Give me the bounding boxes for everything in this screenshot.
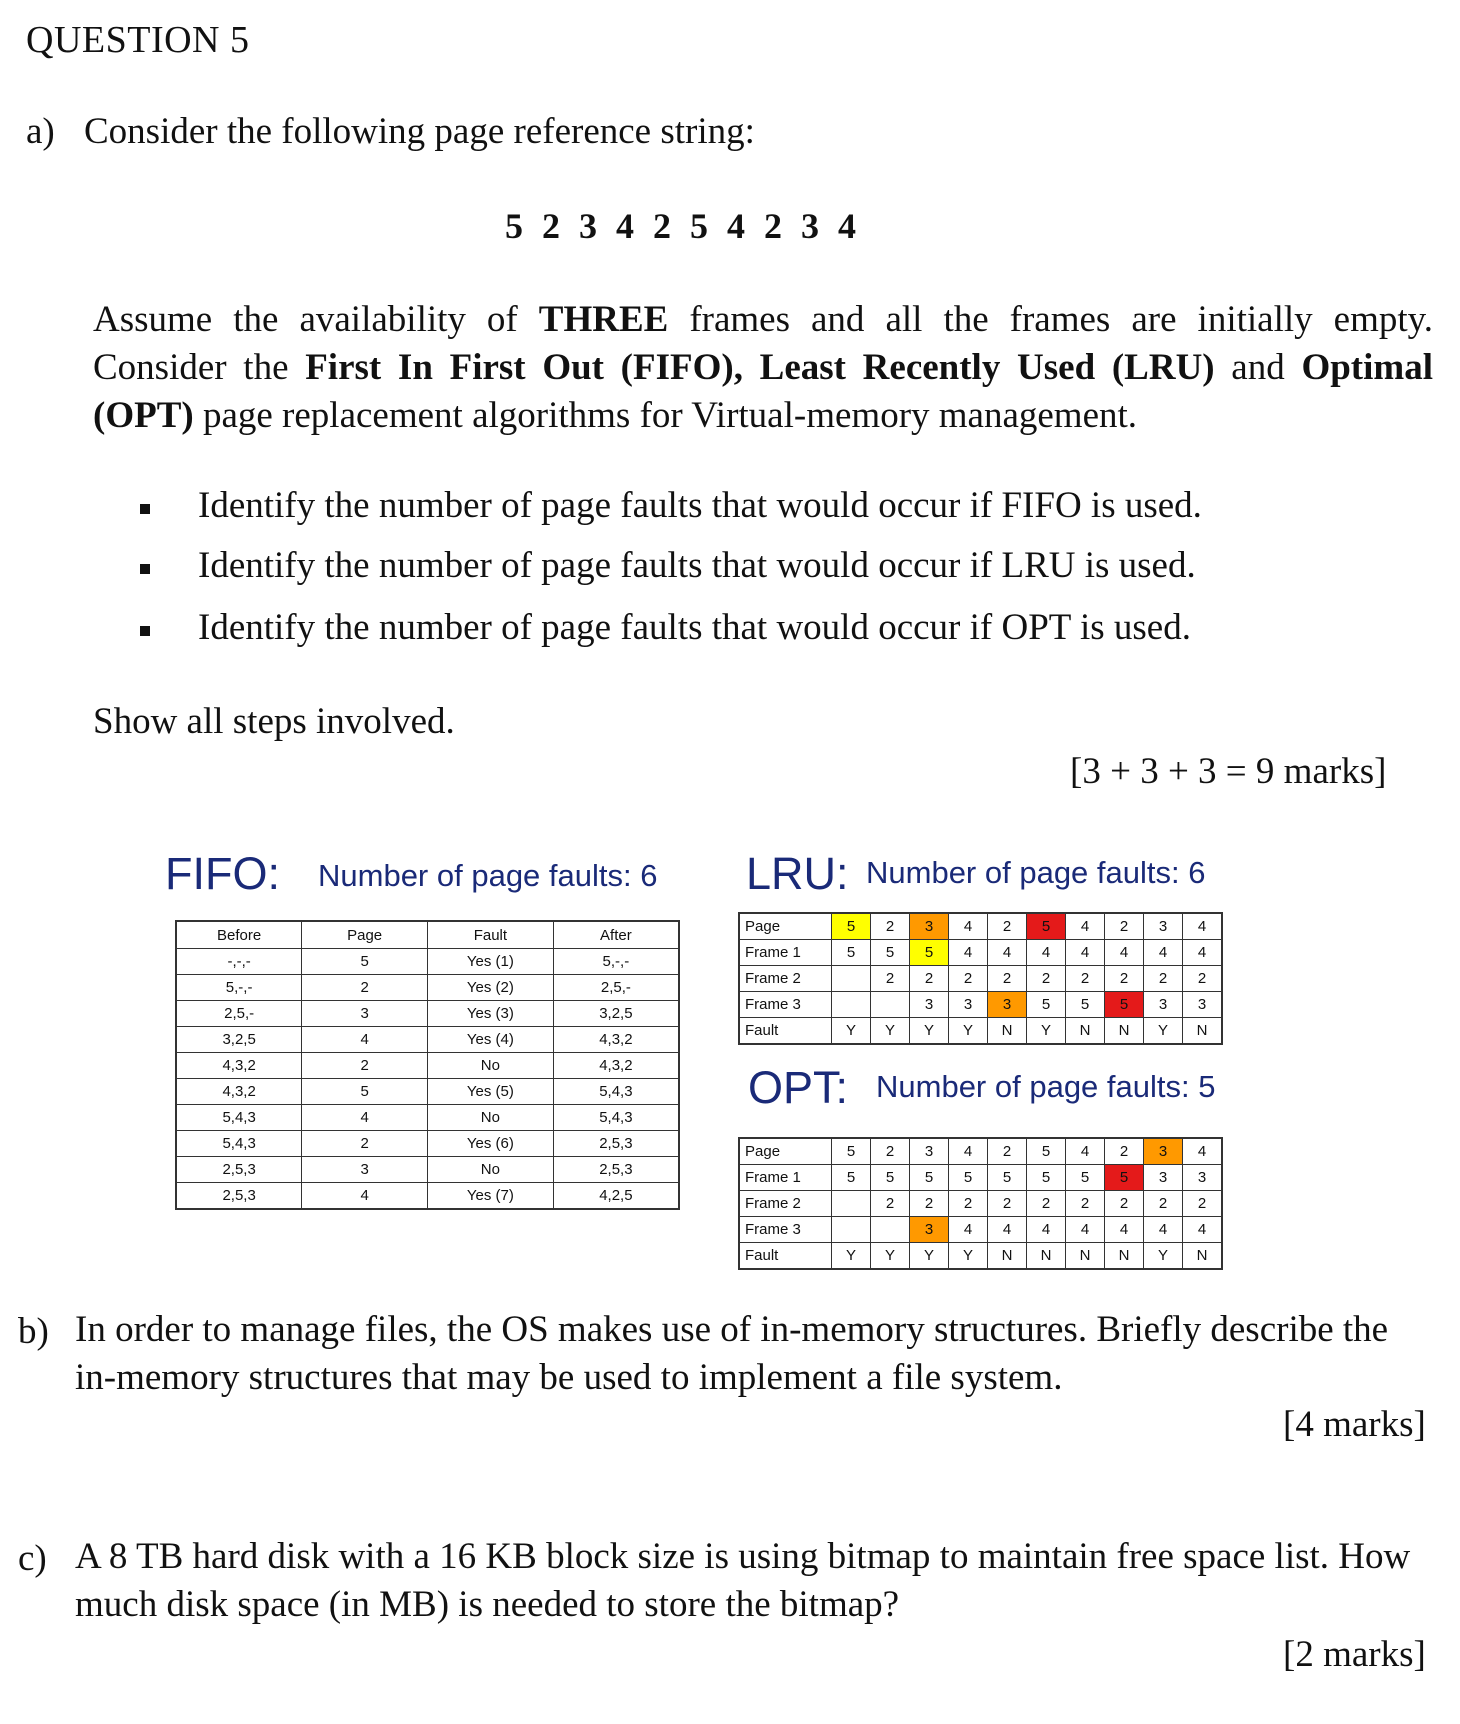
fifo-title: FIFO:: [165, 848, 280, 899]
table-cell: 5,4,3: [176, 1105, 302, 1131]
opt-table: [738, 1137, 1223, 1270]
table-row: [176, 1079, 679, 1105]
table-cell: 3: [302, 1001, 428, 1027]
table-cell: N: [1183, 1018, 1223, 1045]
table-cell: 2: [988, 913, 1027, 940]
row-label: Frame 2: [739, 966, 832, 992]
table-cell: 5: [871, 1165, 910, 1191]
table-cell: 5,4,3: [553, 1105, 679, 1131]
table-row: [176, 1131, 679, 1157]
table-cell: 4: [1027, 940, 1066, 966]
table-cell: Y: [1027, 1018, 1066, 1045]
table-cell: 5: [1027, 992, 1066, 1018]
table-cell: [871, 1217, 910, 1243]
table-cell: 2,5,3: [176, 1183, 302, 1210]
table-row: [176, 1105, 679, 1131]
table-cell: Yes (4): [428, 1027, 554, 1053]
table-row: [739, 940, 1222, 966]
row-label: Fault: [739, 1243, 832, 1270]
table-row: [739, 1243, 1222, 1270]
table-cell: 4: [1066, 940, 1105, 966]
table-cell: 5: [1105, 992, 1144, 1018]
row-label: Page: [739, 1138, 832, 1165]
table-cell: 4: [302, 1105, 428, 1131]
table-cell: 4: [949, 1217, 988, 1243]
table-cell: 2,5,-: [176, 1001, 302, 1027]
paragraph-text: frames and all the frames are initially empty. Consider the: [93, 299, 1433, 388]
table-cell: 3,2,5: [176, 1027, 302, 1053]
table-cell: Y: [832, 1243, 871, 1270]
table-cell: Y: [949, 1018, 988, 1045]
table-row: [739, 1191, 1222, 1217]
table-cell: 5: [1027, 1138, 1066, 1165]
table-cell: 2: [910, 966, 949, 992]
table-cell: 4: [949, 913, 988, 940]
table-cell: 4: [949, 940, 988, 966]
table-cell: 2: [871, 913, 910, 940]
table-cell: 2: [988, 1138, 1027, 1165]
table-cell: 3: [910, 992, 949, 1018]
table-cell: N: [988, 1018, 1027, 1045]
table-cell: 5: [1066, 992, 1105, 1018]
paragraph-text: Assume the availability of: [93, 299, 539, 340]
table-cell: Y: [832, 1018, 871, 1045]
table-cell: 4,3,2: [553, 1053, 679, 1079]
table-cell: Y: [949, 1243, 988, 1270]
opt-subtitle: Number of page faults: 5: [876, 1069, 1216, 1104]
table-cell: 5: [1027, 1165, 1066, 1191]
table-cell: 2,5,3: [553, 1157, 679, 1183]
table-cell: 4,3,2: [176, 1053, 302, 1079]
row-label: Frame 1: [739, 1165, 832, 1191]
table-row: [739, 1217, 1222, 1243]
table-cell: 2: [1066, 966, 1105, 992]
table-cell: 2: [949, 966, 988, 992]
table-cell: Y: [871, 1018, 910, 1045]
table-cell: Yes (6): [428, 1131, 554, 1157]
marks-c: [2 marks]: [1283, 1634, 1426, 1675]
table-cell: 2,5,3: [176, 1157, 302, 1183]
table-cell: 2: [1105, 913, 1144, 940]
table-cell: 3: [910, 1138, 949, 1165]
table-cell: No: [428, 1053, 554, 1079]
marks-b: [4 marks]: [1283, 1404, 1426, 1445]
table-cell: 4,3,2: [553, 1027, 679, 1053]
table-cell: [832, 1217, 871, 1243]
part-c-label: c): [18, 1538, 47, 1579]
table-row: [739, 1018, 1222, 1045]
row-label: Frame 3: [739, 1217, 832, 1243]
table-cell: -,-,-: [176, 949, 302, 975]
table-cell: 4: [1105, 940, 1144, 966]
table-cell: Yes (1): [428, 949, 554, 975]
row-label: Frame 2: [739, 1191, 832, 1217]
table-cell: 2: [302, 1053, 428, 1079]
table-cell: 4: [1183, 1217, 1223, 1243]
fifo-subtitle-text: Number of page faults: 6: [318, 858, 658, 893]
table-cell: 3: [949, 992, 988, 1018]
table-cell: 5: [910, 940, 949, 966]
table-cell: 5: [832, 1138, 871, 1165]
table-cell: 5: [832, 1165, 871, 1191]
table-cell: 2: [910, 1191, 949, 1217]
fifo-table: [175, 920, 680, 1210]
table-cell: 4: [988, 940, 1027, 966]
table-cell: 4: [1066, 1217, 1105, 1243]
show-steps-text: Show all steps involved.: [93, 701, 455, 742]
table-cell: 3,2,5: [553, 1001, 679, 1027]
table-cell: 5: [302, 1079, 428, 1105]
table-cell: No: [428, 1157, 554, 1183]
part-a-paragraph: [93, 296, 1433, 440]
table-cell: 2: [871, 966, 910, 992]
table-cell: 4: [988, 1217, 1027, 1243]
table-cell: 2,5,-: [553, 975, 679, 1001]
table-cell: 5: [949, 1165, 988, 1191]
table-header-row: [176, 921, 679, 949]
table-row: [739, 992, 1222, 1018]
table-cell: Yes (2): [428, 975, 554, 1001]
fifo-subtitle: [318, 858, 657, 894]
column-header: After: [553, 921, 679, 949]
table-row: [176, 1053, 679, 1079]
part-c-text: A 8 TB hard disk with a 16 KB block size is using bitmap to maintain free space list. How much disk space (in MB) is needed to store the bitmap?: [75, 1536, 1411, 1625]
table-cell: No: [428, 1105, 554, 1131]
part-a-label: a): [26, 111, 55, 152]
table-cell: 2: [302, 1131, 428, 1157]
table-cell: 2: [1144, 1191, 1183, 1217]
lru-title: LRU:: [746, 848, 849, 899]
table-cell: 2: [1105, 1191, 1144, 1217]
table-cell: Y: [910, 1243, 949, 1270]
table-cell: N: [1027, 1243, 1066, 1270]
bullet-opt: Identify the number of page faults that would occur if OPT is used.: [198, 607, 1191, 648]
table-cell: 5: [302, 949, 428, 975]
table-cell: 3: [910, 1217, 949, 1243]
table-cell: 2: [1027, 1191, 1066, 1217]
table-cell: 4: [1027, 1217, 1066, 1243]
question-title: QUESTION 5: [26, 19, 250, 61]
table-cell: 5: [832, 940, 871, 966]
table-cell: 4: [302, 1027, 428, 1053]
table-cell: Y: [1144, 1243, 1183, 1270]
table-cell: 3: [1144, 1138, 1183, 1165]
table-cell: 2: [1027, 966, 1066, 992]
bullet-marker: [140, 626, 150, 636]
table-cell: 3: [1144, 992, 1183, 1018]
table-row: [176, 1183, 679, 1210]
table-cell: 2: [1066, 1191, 1105, 1217]
table-cell: 5,-,-: [176, 975, 302, 1001]
table-row: [739, 913, 1222, 940]
table-row: [739, 1138, 1222, 1165]
table-cell: 2: [1183, 966, 1223, 992]
table-cell: 2: [988, 1191, 1027, 1217]
table-cell: 5: [871, 940, 910, 966]
table-cell: N: [1183, 1243, 1223, 1270]
table-cell: 4,3,2: [176, 1079, 302, 1105]
bullet-fifo: Identify the number of page faults that would occur if FIFO is used.: [198, 485, 1202, 526]
table-cell: Y: [910, 1018, 949, 1045]
row-label: Frame 1: [739, 940, 832, 966]
table-cell: 3: [1144, 913, 1183, 940]
part-a-intro: Consider the following page reference string:: [84, 111, 755, 152]
table-cell: 4: [949, 1138, 988, 1165]
table-cell: 4: [1105, 1217, 1144, 1243]
table-cell: 4: [1183, 1138, 1223, 1165]
table-cell: 3: [1183, 1165, 1223, 1191]
row-label: Fault: [739, 1018, 832, 1045]
marks-a: [3 + 3 + 3 = 9 marks]: [1070, 751, 1387, 792]
emphasis-text: THREE: [538, 299, 669, 340]
bullet-marker: [140, 504, 150, 514]
table-row: [176, 1027, 679, 1053]
table-row: [176, 949, 679, 975]
row-label: Frame 3: [739, 992, 832, 1018]
bullet-marker: [140, 564, 150, 574]
table-cell: 5: [1066, 1165, 1105, 1191]
column-header: Fault: [428, 921, 554, 949]
table-cell: 3: [302, 1157, 428, 1183]
table-cell: 2: [302, 975, 428, 1001]
table-cell: 2: [1105, 1138, 1144, 1165]
emphasis-text: First In First Out (FIFO), Least Recently Used (LRU): [305, 347, 1215, 388]
table-cell: [871, 992, 910, 1018]
table-cell: 5: [988, 1165, 1027, 1191]
table-row: [739, 1165, 1222, 1191]
table-cell: 3: [1183, 992, 1223, 1018]
table-cell: Yes (3): [428, 1001, 554, 1027]
table-cell: 5,4,3: [553, 1079, 679, 1105]
table-cell: 3: [1144, 1165, 1183, 1191]
table-row: [176, 1001, 679, 1027]
table-cell: 3: [910, 913, 949, 940]
table-cell: [832, 992, 871, 1018]
table-cell: 5: [832, 913, 871, 940]
table-row: [176, 1157, 679, 1183]
table-cell: N: [1066, 1243, 1105, 1270]
table-cell: Yes (5): [428, 1079, 554, 1105]
table-cell: 4: [302, 1183, 428, 1210]
table-cell: 5,4,3: [176, 1131, 302, 1157]
table-cell: 4: [1144, 1217, 1183, 1243]
table-cell: 4: [1183, 913, 1223, 940]
table-cell: 4,2,5: [553, 1183, 679, 1210]
table-cell: 2: [871, 1138, 910, 1165]
emphasis-text: Optimal (OPT): [93, 347, 1433, 436]
table-cell: Y: [871, 1243, 910, 1270]
opt-title: OPT:: [748, 1062, 849, 1113]
table-cell: N: [1105, 1243, 1144, 1270]
part-b-label: b): [18, 1311, 49, 1352]
lru-table: [738, 912, 1223, 1045]
table-cell: 2: [988, 966, 1027, 992]
column-header: Before: [176, 921, 302, 949]
lru-subtitle: Number of page faults: 6: [866, 855, 1206, 890]
table-cell: 4: [1066, 1138, 1105, 1165]
table-cell: Yes (7): [428, 1183, 554, 1210]
table-cell: 2: [949, 1191, 988, 1217]
table-cell: N: [1105, 1018, 1144, 1045]
table-cell: N: [988, 1243, 1027, 1270]
table-cell: [832, 966, 871, 992]
paragraph-text: page replacement algorithms for Virtual-memory management.: [193, 395, 1138, 436]
table-cell: 4: [1066, 913, 1105, 940]
table-row: [176, 975, 679, 1001]
table-cell: 5: [1105, 1165, 1144, 1191]
row-label: Page: [739, 913, 832, 940]
part-b-text: In order to manage files, the OS makes use of in-memory structures. Briefly describe the in-memory structures that may be used to implement a file system.: [75, 1309, 1389, 1398]
table-cell: 2: [1183, 1191, 1223, 1217]
table-cell: N: [1066, 1018, 1105, 1045]
table-cell: 2: [1144, 966, 1183, 992]
table-cell: 2: [1105, 966, 1144, 992]
table-cell: 2,5,3: [553, 1131, 679, 1157]
table-cell: 2: [871, 1191, 910, 1217]
table-cell: 4: [1183, 940, 1223, 966]
column-header: Page: [302, 921, 428, 949]
table-row: [739, 966, 1222, 992]
table-cell: Y: [1144, 1018, 1183, 1045]
table-cell: 5: [1027, 913, 1066, 940]
bullet-lru: Identify the number of page faults that would occur if LRU is used.: [198, 545, 1196, 586]
table-cell: 3: [988, 992, 1027, 1018]
table-cell: 5: [910, 1165, 949, 1191]
reference-string: 5 2 3 4 2 5 4 2 3 4: [505, 206, 861, 246]
table-cell: 5,-,-: [553, 949, 679, 975]
table-cell: 4: [1144, 940, 1183, 966]
table-cell: [832, 1191, 871, 1217]
paragraph-text: and: [1214, 347, 1302, 388]
